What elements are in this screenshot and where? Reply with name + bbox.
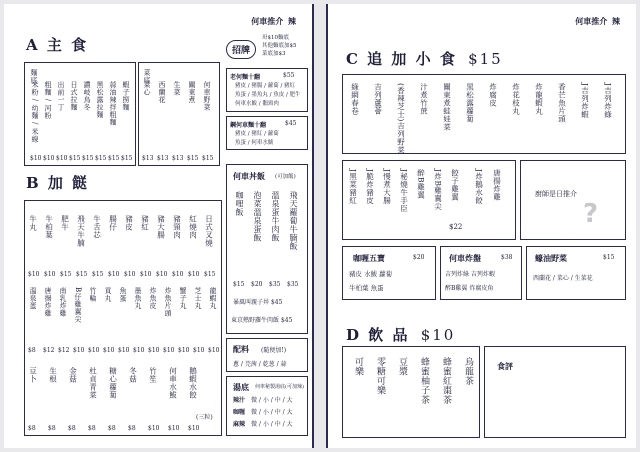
side-row2-price: $12 [58,347,70,354]
new-set-item: 魚蛋 / 何車水鮁 [235,140,274,146]
brand-spicy-mark: 辣 [288,16,296,26]
side-row1-item: 紅燒肉 [188,215,198,239]
fried-combo-item-1: 吉列炸綠 吉列炸蝦 [445,271,495,278]
curry-combo-item-1: 豬皮 水鮁 蘿蔔 [349,270,393,278]
snack-row1-item: 綠網春卷 [350,83,360,115]
menu-right-page [326,4,636,448]
side-row2-price: $10 [148,347,160,354]
signature-badge: 招牌 [226,40,256,59]
side-row2-price: $8 [28,347,36,354]
rice-extra-1-name: 暴風叫親子丼 [233,299,270,306]
drink-item: 蜂蜜柚子茶 [419,357,429,405]
side-row1-price: $10 [108,271,120,278]
old-set-box [226,68,308,112]
spice-levels: 微 / 小 / 中 / 大 [251,409,293,416]
veg-price: $13 [157,155,169,162]
side-row2-item: 溫泉蛋 [29,287,37,310]
drinks-box [342,346,480,438]
rice-price: $15 [233,281,245,288]
veg-oil-combo-item-1: 西蘭花 / 菜心 / 生菜花 [533,275,593,282]
spice-levels: 微 / 小 / 中 / 大 [251,421,293,428]
snack-row1-item: 黑松露蘿蔔 [465,83,475,123]
side-row1-item: 肥牛 [60,215,70,231]
side-row2-item: 龍蝦丸 [209,287,217,310]
side-row3-item: 糖心蘿蔔 [108,367,118,399]
side-row3-item: 冬菇 [128,367,138,383]
chef-special-title: 廚師是日推介 [535,190,577,198]
spice-name: 咖喱 [233,409,246,416]
curry-combo-title: 咖喱五寶 [353,253,385,263]
section-d-price: $10 [420,326,456,344]
spice-note: 何車秘製湯底(可加辣) [255,384,304,390]
section-d-heading: D 飲 品 [346,326,410,344]
spice-level-box [226,376,308,436]
side-row2-item: 貢丸 [104,287,112,302]
new-set-box [226,116,308,150]
noodle-price: $15 [82,155,94,162]
noodle-price: $15 [121,155,133,162]
side-row2-item: 墨魚丸 [134,287,142,310]
spice-name: 麻辣 [233,421,246,428]
snack-row1-item: 香芒魚片頭 [557,83,567,123]
section-b-title: B 加 餸 [26,174,90,192]
side-row2-item: 炸魚皮 [149,287,157,310]
side-row2-price: $10 [118,347,130,354]
rice-item: 咖哩飯 [235,191,244,217]
veg-price: $13 [172,155,184,162]
new-set-price: $45 [285,120,297,127]
signature-price-line: 菜底加$3 [262,51,286,57]
side-row3-item: 竹笙 [148,367,158,383]
signature-price-line: 其他麵底加$5 [262,43,297,49]
side-row2-item: 唐揚炸雞 [44,287,52,317]
side-row1-item: 牛柏葉 [44,215,54,239]
rice-title: 何車丼飯 [233,171,265,181]
noodle-item: 米粉 / 幼麵 / 米線 [31,81,39,143]
snack-row1-item: J吉列炸綠 [603,83,613,119]
drink-item: 烏龍茶 [463,357,473,386]
side-row1-item: 飛天牛腩 [76,215,86,247]
side-row1-item: 腸仔 [108,215,118,231]
side-row1-item: 豬大腸 [156,215,166,239]
noodle-price: $10 [30,155,42,162]
side-row2-price: $10 [73,347,85,354]
snacks-row-1-box [342,74,626,154]
rice-price: $35 [287,281,299,288]
fried-combo-item-2: 醉B雞翼 炸腐皮角 [445,285,494,292]
veg-item: 西蘭花 [158,81,166,104]
side-row1-price: $10 [140,271,152,278]
side-row1-price: $15 [76,271,88,278]
side-row2-item: B仔雞翼尖 [74,287,82,323]
review-box [484,346,626,438]
side-row1-price: $15 [204,271,216,278]
snack-row1-item: 吉列蘆薈 [373,83,383,115]
side-row3-item: 杜貞青菜 [88,367,98,399]
section-c-price: $15 [468,50,503,68]
section-a-title: A 主 食 [26,36,89,54]
old-set-items [235,82,301,109]
side-row1-price: $15 [60,271,72,278]
new-set-title: 鋼何車麵十翻 [230,122,267,129]
snack-row1-item: J吉列炸蝦 [580,83,590,119]
signature-price-notes [262,34,297,58]
snacks-row-2-box [342,160,516,240]
section-d-title [346,324,455,345]
veg-header: 菜底 [143,69,151,84]
old-set-item: 魚蛋 / 墨魚丸 / 魚皮 / 肥牛 [235,92,301,98]
rice-item: 飛天蘿蔔牛腩飯 [289,191,298,251]
noodle-item: 粗麵 / 河粉 [44,81,52,120]
snack-row1-item: 炸花枝丸 [511,83,521,115]
side-row2-price: $10 [208,347,220,354]
side-row2-item: 南乳炸雞 [59,287,67,317]
snack-row2-item: 醉B雞翼 [416,169,426,200]
chef-special-box [520,160,626,240]
side-row3-item: 金菇 [68,367,78,383]
rice-item: 溫泉蛋牛肉飯 [271,191,280,242]
brand-header [251,16,296,27]
side-row2-price: $10 [103,347,115,354]
rice-extra-2-price: $45 [280,317,293,324]
menu-left-page [4,4,314,448]
snack-row1-item: 關東煮蛙娃菜 [442,83,452,131]
noodle-item: 蝦子撈麵 [122,81,130,111]
side-row3-price: $8 [108,425,116,432]
noodle-base-box [24,62,136,166]
brand-header-right [575,16,620,27]
drink-item: 零糖可樂 [375,357,385,395]
noodle-price: $10 [56,155,68,162]
side-row2-item: 芝士丸 [194,287,202,310]
spice-row [233,407,293,419]
new-set-item: 豬皮 / 豬紅 / 蘿蔔 [235,131,279,137]
side-row3-price: $10 [168,425,180,432]
noodle-item: 黑松露拉麵 [96,81,104,119]
drink-item: 可樂 [353,357,363,376]
rice-extra-2 [231,315,292,324]
rice-price: $35 [269,281,281,288]
side-row1-item: 豬皮 [124,215,134,231]
snack-row2-item: J黑菜豬紅 [348,169,358,205]
veg-item: 關東煮 [188,81,196,104]
veg-oil-combo-title: 蠔油野菜 [535,253,567,263]
side-row3-item: 生根 [48,367,58,383]
brand-name: 何車推介 [251,16,284,26]
side-row3-price: $8 [128,425,136,432]
veg-item: 生菜 [173,81,181,96]
side-row1-price: $10 [156,271,168,278]
noodle-price: $15 [69,155,81,162]
old-set-item: 何車水鮁 / 鵝頸肉 [235,101,279,107]
side-row2-price: $10 [193,347,205,354]
side-row3-price: $10 [148,425,160,432]
new-set-items [235,130,279,148]
side-row1-price: $15 [92,271,104,278]
side-row2-price: $10 [178,347,190,354]
side-row1-price: $10 [188,271,200,278]
fried-combo-box [440,246,522,300]
side-row2-item: 魚蛋 [119,287,127,302]
veg-item: 何車野菜 [203,81,211,111]
noodle-item: 出前一丁 [57,81,65,111]
snack-row2-item: J慢煮大腸 [382,169,392,205]
rice-extra-1 [233,297,282,306]
condiments-note: (隨便加!) [261,347,287,354]
old-set-title: 老何麵十翻 [230,74,261,81]
snack-row1-item: (香辣芝士)吉列野菜 [396,83,406,154]
review-title: 食評 [497,361,513,371]
snack-row2-item: 餃子雞翼 [450,169,460,201]
brand-spicy-mark-right: 辣 [612,16,620,26]
condiments-box [226,338,308,372]
veg-price: $13 [142,155,154,162]
spice-row [233,419,293,431]
side-row3-price: $10 [188,425,200,432]
spice-row [233,395,293,407]
side-row3-price: $8 [28,425,36,432]
side-row2-price: $12 [43,347,55,354]
spice-levels: 微 / 小 / 中 / 大 [251,397,293,404]
veg-price: $15 [187,155,199,162]
snack-row1-item: 炸腐皮 [488,83,498,107]
spice-rows [233,395,293,431]
side-row2-price: $10 [133,347,145,354]
snack-row1-item: 炸龍蝦丸 [534,83,544,115]
rice-extra-2-name: 東京熱野蘿牛肉飯 [231,317,280,324]
veg-base-box [138,62,220,166]
noodle-price: $10 [43,155,55,162]
side-row1-price: $10 [172,271,184,278]
side-row1-item: 牛舌芯 [92,215,102,239]
side-row2-item: 炸魚片頭 [164,287,172,317]
side-dishes-box [24,200,222,436]
fried-combo-title: 何車炸盤 [449,253,481,263]
side-row2-item: 蟹子丸 [179,287,187,310]
noodle-item: 讚岐烏冬 [83,81,91,111]
side-row3-price: $8 [88,425,96,432]
side-row1-price: $10 [124,271,136,278]
noodle-price: $15 [108,155,120,162]
curry-combo-item-2: 牛柏葉 魚蛋 [349,284,384,292]
signature-price-line: 毌$10麵底 [262,35,289,41]
side-row3-item: 鵝蝦水餃 [188,367,198,399]
snack-row2-item: J秘燒牛手臣 [399,169,409,213]
rice-item: 泡菜溫泉蛋飯 [253,191,262,242]
snack-row2-more-item: 唐揚炸雞 [492,169,502,201]
noodle-item: 蒜油辣拌粗麵 [109,81,117,126]
curry-combo-price: $20 [413,254,425,261]
dumpling-note: (三粒) [196,414,213,421]
veg-oil-combo-box [526,246,626,300]
snack-row2-item: J炸B雞翼尖 [433,169,443,211]
curry-combo-box [342,246,436,300]
question-mark-icon: ? [583,199,599,229]
side-row2-price: $10 [163,347,175,354]
side-row3-price: $8 [48,425,56,432]
veg-oil-combo-price: $15 [603,254,615,261]
noodle-header: 麵底 [30,69,38,84]
rice-extra-1-price: $45 [270,299,283,306]
rice-price: $20 [251,281,263,288]
snack-row2-price: $22 [449,223,463,231]
noodle-item: 日式拉麵 [70,81,78,111]
side-row3-price: $8 [68,425,76,432]
section-c-title [346,48,503,69]
side-row3-item: 豆卜 [28,367,38,383]
side-row1-item: 豬頸肉 [172,215,182,239]
brand-name-right: 何車推介 [575,16,608,26]
side-row1-price: $10 [44,271,56,278]
section-c-heading: C 追 加 小 食 [346,50,457,68]
side-row2-price: $10 [88,347,100,354]
old-set-item: 豬皮 / 豬腸 / 蘿蔔 / 豬紅 [235,83,296,89]
drink-item: 蜂蜜紅棗茶 [441,357,451,405]
snack-row1-item: 汁煮竹蔗 [419,83,429,115]
side-row2-item: 竹輪 [89,287,97,302]
side-row1-item: 豬紅 [140,215,150,231]
side-row1-item: 牛丸 [28,215,38,231]
spice-name: 辣汁 [233,397,246,404]
snack-row2-item: J脆炸豬皮 [365,169,375,205]
side-row1-price: $10 [28,271,40,278]
veg-price: $15 [202,155,214,162]
rice-bowl-box [226,164,308,334]
rice-note: (可加飯) [275,174,296,180]
side-row1-item: 日式叉燒 [204,215,214,247]
condiments-items: 蔥 / 芫茜 / 乾葱 / 蒜 [233,361,287,368]
drink-item: 豆漿 [397,357,407,376]
snack-row2-more-item: J炸鵝水餃 [474,169,484,205]
veg-item: 菜心 [143,81,151,96]
side-row3-item: 何車水鮁 [168,367,178,399]
fried-combo-price: $38 [501,254,513,261]
old-set-price: $55 [283,72,295,79]
spice-title: 湯底 [233,382,249,392]
condiments-title: 配料 [233,344,249,354]
noodle-price: $15 [95,155,107,162]
